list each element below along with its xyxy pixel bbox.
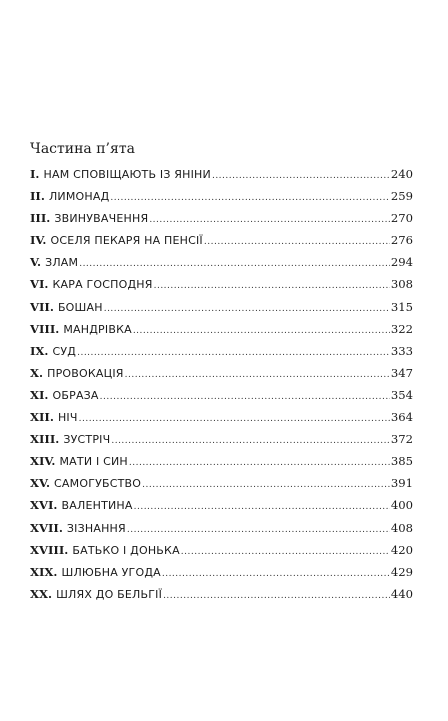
page-number: 308 (390, 277, 413, 292)
chapter-title: БОШАН (57, 300, 103, 314)
chapter-title: МАНДРІВКА (63, 322, 132, 336)
chapter-number: XVIII. (30, 542, 69, 557)
page-number: 429 (390, 564, 413, 579)
toc-entry (30, 450, 413, 472)
chapter-number: III. (30, 211, 51, 226)
dot-leader (154, 275, 390, 297)
page-number: 276 (390, 233, 413, 248)
toc-entry (30, 273, 413, 295)
chapter-number: XX. (30, 586, 53, 601)
dot-leader (129, 452, 390, 474)
dot-leader (100, 386, 390, 408)
chapter-number: X. (30, 365, 44, 380)
toc-entry (30, 340, 413, 362)
dot-leader (163, 585, 390, 607)
dot-leader (127, 519, 390, 541)
chapter-title: ЗІЗНАННЯ (66, 521, 126, 535)
toc-entry (30, 428, 413, 450)
chapter-number: IV. (30, 233, 47, 248)
toc-entry (30, 539, 413, 561)
dot-leader (204, 231, 390, 253)
chapter-number: XII. (30, 410, 54, 425)
toc-entry (30, 517, 413, 539)
dot-leader (79, 253, 390, 275)
toc-entry (30, 251, 413, 273)
dot-leader (134, 496, 390, 518)
chapter-title: БАТЬКО І ДОНЬКА (72, 543, 180, 557)
chapter-number: XIV. (30, 454, 56, 469)
toc-entry (30, 472, 413, 494)
toc-entry (30, 494, 413, 516)
chapter-title: ПРОВОКАЦІЯ (47, 366, 124, 380)
toc-entry (30, 583, 413, 605)
chapter-number: VII. (30, 299, 54, 314)
page-number: 420 (390, 542, 413, 557)
dot-leader (212, 165, 390, 187)
dot-leader (149, 209, 390, 231)
page-number: 440 (390, 586, 413, 601)
page-number: 408 (390, 520, 413, 535)
page-number: 315 (390, 299, 413, 314)
toc-entry (30, 318, 413, 340)
toc-entry (30, 406, 413, 428)
page-number: 372 (390, 432, 413, 447)
chapter-number: XV. (30, 476, 50, 491)
chapter-title: ЛИМОНАД (48, 190, 110, 204)
chapter-title: ШЛЯХ ДО БЕЛЬГІЇ (56, 587, 163, 601)
chapter-title: МАТИ І СИН (59, 455, 128, 469)
toc-entry (30, 362, 413, 384)
dot-leader (125, 364, 390, 386)
chapter-title: ЗУСТРІЧ (63, 433, 111, 447)
chapter-title: САМОГУБСТВО (54, 477, 142, 491)
chapter-number: XVII. (30, 520, 63, 535)
chapter-title: ШЛЮБНА УГОДА (61, 565, 161, 579)
dot-leader (181, 541, 390, 563)
chapter-title: ЗЛАМ (45, 256, 79, 270)
chapter-title: НАМ СПОВІЩАЮТЬ ІЗ ЯНІНИ (43, 168, 211, 181)
page-number: 333 (390, 343, 413, 358)
page-number: 354 (390, 387, 413, 402)
page-number: 240 (390, 167, 413, 181)
dot-leader (77, 342, 390, 364)
chapter-title: ОСЕЛЯ ПЕКАРЯ НА ПЕНСІЇ (50, 234, 203, 248)
toc-entry (30, 296, 413, 318)
chapter-number: XVI. (30, 498, 58, 513)
chapter-number: IX. (30, 343, 49, 358)
dot-leader (111, 430, 390, 452)
page-number: 322 (390, 321, 413, 336)
toc-entry (30, 163, 413, 185)
page-number: 385 (390, 454, 413, 469)
dot-leader (162, 563, 390, 585)
chapter-title: СУД (52, 344, 77, 358)
dot-leader (133, 320, 390, 342)
chapter-number: XI. (30, 387, 49, 402)
chapter-number: XIX. (30, 564, 58, 579)
chapter-number: II. (30, 189, 45, 204)
page-number: 364 (390, 410, 413, 425)
part-title: Частина п’ята (30, 141, 135, 157)
page-number: 294 (390, 255, 413, 270)
dot-leader (79, 408, 390, 430)
table-of-contents (30, 163, 413, 605)
toc-entry (30, 207, 413, 229)
page-number: 259 (390, 189, 413, 204)
chapter-number: XIII. (30, 432, 60, 447)
page-number: 400 (390, 498, 413, 513)
toc-entry (30, 229, 413, 251)
chapter-number: V. (30, 255, 42, 270)
toc-entry (30, 185, 413, 207)
chapter-title: КАРА ГОСПОДНЯ (52, 278, 153, 292)
chapter-title: ЗВИНУВАЧЕННЯ (54, 212, 149, 226)
toc-entry (30, 384, 413, 406)
chapter-title: ОБРАЗА (52, 388, 99, 402)
dot-leader (104, 298, 390, 320)
chapter-number: VIII. (30, 321, 60, 336)
chapter-title: ВАЛЕНТИНА (61, 499, 133, 513)
page-number: 391 (390, 476, 413, 491)
chapter-number: I. (30, 167, 40, 181)
toc-entry (30, 561, 413, 583)
dot-leader (110, 187, 389, 209)
page-number: 270 (390, 211, 413, 226)
chapter-title: НІЧ (57, 411, 78, 425)
dot-leader (142, 474, 390, 496)
page-number: 347 (390, 365, 413, 380)
chapter-number: VI. (30, 277, 49, 292)
